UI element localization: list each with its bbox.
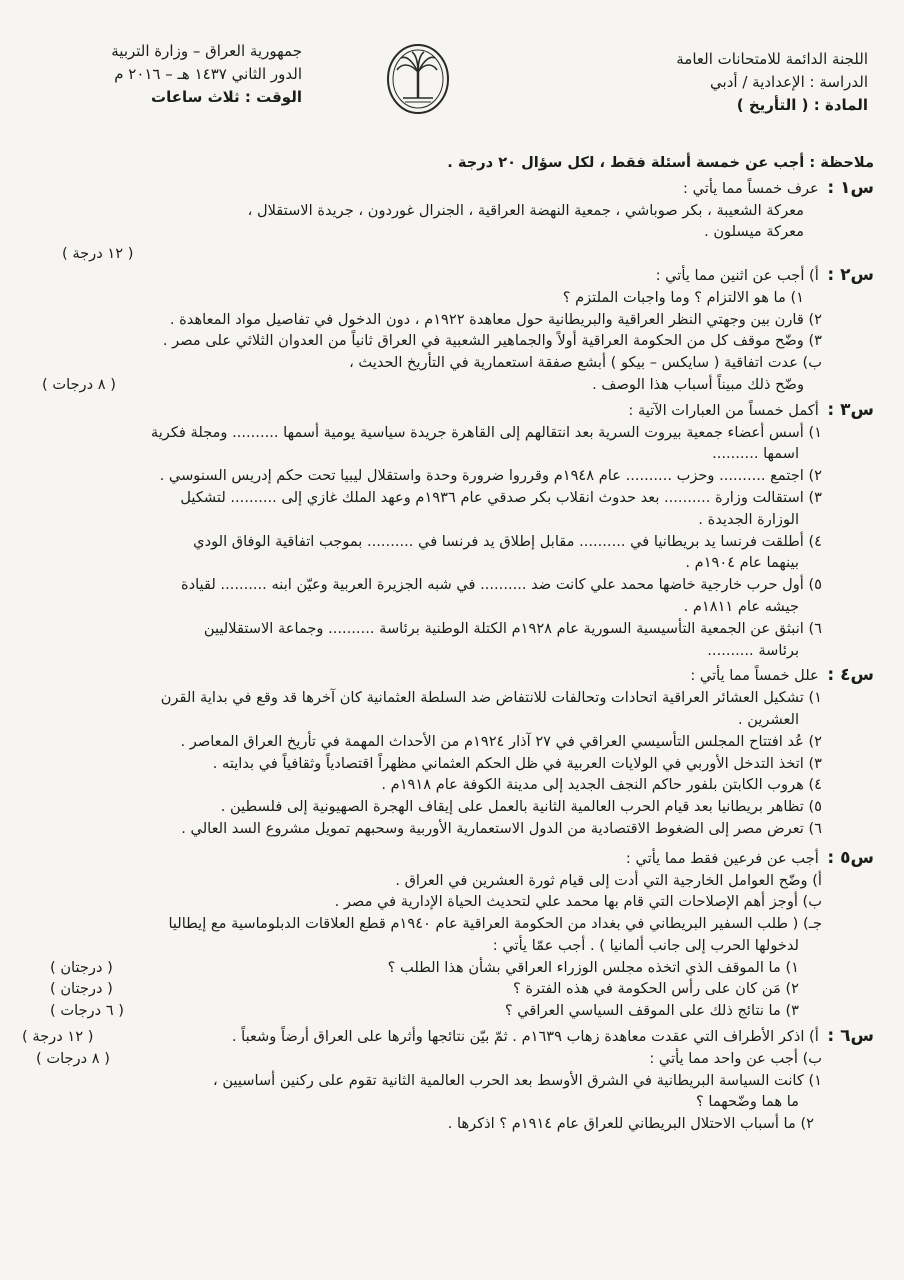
q5-c-item-2: ٢) مَن كان على رأس الحكومة في هذه الفترة ؟ bbox=[513, 980, 799, 998]
q2-part-b-row bbox=[22, 374, 874, 396]
q3-item-3: ٣) استقالت وزارة .......... بعد حدوث انقلاب بكر صدقي عام ١٩٣٦م وعهد الملك غازي إلى .......... لتشكيل bbox=[180, 488, 822, 506]
q4-label: س٤ : bbox=[827, 665, 874, 686]
q5-c-item-3: ٣) ما نتائج ذلك على الموقف السياسي العراقي ؟ bbox=[504, 1002, 799, 1020]
q4-prompt: علل خمساً مما يأتي : bbox=[690, 667, 819, 685]
q2-item-3: ٣) وضّح موقف كل من الحكومة العراقية أولاً والجماهير الشعبية في العراق ثانياً من العدوان الثلاثي على مصر . bbox=[162, 332, 822, 350]
q6-item-2: ٢) ما أسباب الاحتلال البريطاني للعراق عام ١٩١٤م ؟ اذكرها . bbox=[447, 1115, 814, 1133]
subject: المادة : ( التأريخ ) bbox=[736, 96, 868, 114]
q4-item-3: ٣) اتخذ التدخل الأوربي في الولايات العربية في ظل الحكم العثماني مظهراً اقتصادياً وثقافياً في بدايته . bbox=[212, 754, 822, 772]
q3-item-1: ١) أسس أعضاء جمعية بيروت السرية بعد انتقالهم إلى القاهرة جريدة سياسية يومية أسمها .......... ومجلة فكرية bbox=[150, 423, 822, 441]
q2-part-b: ب) عدت اتفاقية ( سايكس – بيكو ) أبشع صفقة استعمارية في التأريخ الحديث ، bbox=[349, 354, 822, 372]
q5-c-row-1 bbox=[22, 957, 874, 979]
q3-item-6: ٦) انبثق عن الجمعية التأسيسية السورية عام ١٩٢٨م الكتلة الوطنية برئاسة .......... وجماعة الاستقلاليين bbox=[203, 619, 822, 637]
q3-label: س٣ : bbox=[827, 399, 874, 420]
q5-part-c: جـ) ( طلب السفير البريطاني في بغداد من الحكومة العراقية عام ١٩٤٠م قطع العلاقات الدبلوماسية مع إيطاليا bbox=[168, 915, 822, 933]
q5-part-b: ب) أوجز أهم الإصلاحات التي قام بها محمد علي لتحديث الحياة الإدارية في مصر . bbox=[334, 893, 822, 911]
q2-item-1: ١) ما هو الالتزام ؟ وما واجبات الملتزم ؟ bbox=[562, 288, 804, 306]
q3-item-5: ٥) أول حرب خارجية خاضها محمد علي كانت ضد .......... في شبه الجزيرة العربية وعيّن ابنه .......... لقيادة bbox=[180, 576, 822, 594]
q2-marks-b: ( ٨ درجات ) bbox=[42, 375, 116, 393]
q5-part-a: أ) وضّح العوامل الخارجية التي أدت إلى قيام ثورة العشرين في العراق . bbox=[395, 871, 822, 889]
q5-c-marks-2: ( درجتان ) bbox=[50, 980, 113, 998]
question-4 bbox=[22, 665, 874, 687]
question-3 bbox=[22, 400, 874, 422]
exam-session: الدور الثاني ١٤٣٧ هـ – ٢٠١٦ م bbox=[114, 65, 302, 83]
q3-item-6-cont: برئاسة .......... bbox=[707, 641, 799, 659]
q6-part-a: أ) اذكر الأطراف التي عقدت معاهدة زهاب ١٦٣٩م . ثمّ بيّن نتائجها وأثرها على العراق أرضاً وشعباً . bbox=[231, 1028, 819, 1046]
q2-item-2: ٢) قارن بين وجهتي النظر العراقية والبريطانية حول معاهدة ١٩٢٢م ، دون الدخول في تفاصيل مواد المعاهدة . bbox=[169, 310, 822, 328]
q5-c-row-2 bbox=[22, 978, 874, 1000]
q5-prompt: أجب عن فرعين فقط مما يأتي : bbox=[625, 849, 819, 867]
q3-item-1-cont: اسمها .......... bbox=[712, 445, 799, 463]
q4-item-2: ٢) عُد افتتاح المجلس التأسيسي العراقي في ٢٧ آذار ١٩٢٤م من الأحداث المهمة في تأريخ العراق المعاصر . bbox=[180, 732, 822, 750]
exam-time: الوقت : ثلاث ساعات bbox=[151, 88, 302, 106]
question-1 bbox=[22, 178, 874, 200]
study-branch: الدراسة : الإعدادية / أدبي bbox=[710, 73, 868, 91]
q2-marks-a: ( ١٢ درجة ) bbox=[62, 245, 134, 263]
q4-item-5: ٥) تظاهر بريطانيا بعد قيام الحرب العالمية الثانية بالعمل على إيقاف الهجرة الصهيونية إلى فلسطين . bbox=[220, 798, 822, 816]
q3-item-3-cont: الوزارة الجديدة . bbox=[698, 510, 799, 528]
q2-prompt: أ) أجب عن اثنين مما يأتي : bbox=[655, 266, 819, 284]
q6-item-1-cont: ما هما وضّحهما ؟ bbox=[696, 1093, 799, 1111]
q1-line-1: معركة الشعيبة ، بكر صوباشي ، جمعية النهضة العراقية ، الجنرال غوردون ، جريدة الاستقلال ، bbox=[247, 201, 804, 219]
q6-row-a bbox=[22, 1026, 874, 1048]
committee-name: اللجنة الدائمة للامتحانات العامة bbox=[676, 50, 868, 68]
q6-label: س٦ : bbox=[827, 1026, 874, 1047]
q3-item-5-cont: جيشه عام ١٨١١م . bbox=[683, 597, 799, 615]
question-2 bbox=[22, 265, 874, 287]
q4-item-1: ١) تشكيل العشائر العراقية اتحادات وتحالفات للانتفاض ضد السلطة العثمانية كان آخرها قد وقع في بداية القرن bbox=[160, 689, 822, 707]
q1-prompt: عرف خمساً مما يأتي : bbox=[683, 179, 819, 197]
exam-note: ملاحظة : أجب عن خمسة أسئلة فقط ، لكل سؤال ٢٠ درجة . bbox=[447, 154, 874, 171]
q3-item-2: ٢) اجتمع .......... وحزب .......... عام ١٩٤٨م وقرروا ضرورة وحدة واستقلال ليبيا تحت حكم إدريس السنوسي . bbox=[159, 467, 822, 485]
country-ministry: جمهورية العراق – وزارة التربية bbox=[111, 42, 302, 60]
q4-item-1-cont: العشرين . bbox=[737, 710, 799, 728]
q5-c-marks-1: ( درجتان ) bbox=[50, 958, 113, 976]
q5-label: س٥ : bbox=[827, 847, 874, 868]
q5-c-marks-3: ( ٦ درجات ) bbox=[50, 1002, 124, 1020]
q5-part-c-cont: لدخولها الحرب إلى جانب ألمانيا ) . أجب عمّا يأتي : bbox=[492, 936, 799, 954]
q6-marks-b: ( ٨ درجات ) bbox=[36, 1049, 110, 1067]
q2-label: س٢ : bbox=[827, 264, 874, 285]
q5-c-row-3 bbox=[22, 1000, 874, 1022]
q2-part-b-line-2: وضّح ذلك مبيناً أسباب هذا الوصف . bbox=[592, 375, 804, 393]
q3-prompt: أكمل خمساً من العبارات الآتية : bbox=[628, 401, 819, 419]
q6-row-b bbox=[22, 1048, 874, 1070]
q3-item-4: ٤) أطلقت فرنسا يد بريطانيا في .......... مقابل إطلاق يد فرنسا في .......... بموجب اتفاقية الوفاق الودي bbox=[193, 532, 822, 550]
question-5 bbox=[22, 848, 874, 870]
q1-label: س١ : bbox=[827, 177, 874, 198]
q1-line-2: معركة ميسلون . bbox=[704, 223, 804, 241]
q6-marks-a: ( ١٢ درجة ) bbox=[22, 1028, 94, 1046]
q5-c-item-1: ١) ما الموقف الذي اتخذه مجلس الوزراء العراقي بشأن هذا الطلب ؟ bbox=[387, 958, 799, 976]
q2-marks-row bbox=[22, 243, 874, 265]
header-right bbox=[538, 48, 868, 117]
q6-item-1: ١) كانت السياسة البريطانية في الشرق الأوسط بعد الحرب العالمية الثانية تقوم على ركنين أساسيين ، bbox=[212, 1071, 822, 1089]
q3-item-4-cont: بينهما عام ١٩٠٤م . bbox=[685, 554, 799, 572]
q6-part-b: ب) أجب عن واحد مما يأتي : bbox=[649, 1049, 822, 1067]
exam-content bbox=[22, 152, 874, 1135]
q4-item-4: ٤) هروب الكابتن بلفور حاكم النجف الجديد إلى مدينة الكوفة عام ١٩١٨م . bbox=[381, 776, 822, 794]
header-left bbox=[92, 40, 302, 109]
q4-item-6: ٦) تعرض مصر إلى الضغوط الاقتصادية من الدول الاستعمارية الأوربية وسحبهم تمويل مشروع السد العالي . bbox=[181, 819, 822, 837]
ministry-seal-icon bbox=[385, 42, 451, 116]
